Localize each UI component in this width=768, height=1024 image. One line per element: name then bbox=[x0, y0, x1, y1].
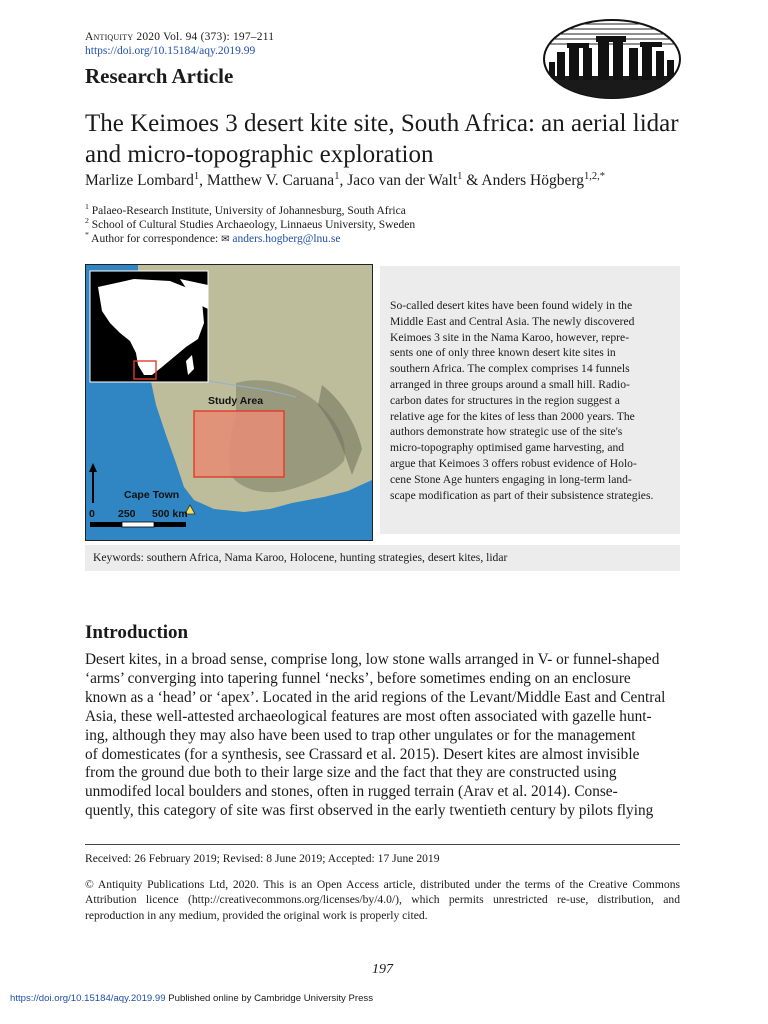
introduction-heading: Introduction bbox=[85, 622, 189, 643]
author-separator: , bbox=[339, 172, 348, 189]
affiliation-text: Palaeo-Research Institute, University of Johannesburg, South Africa bbox=[91, 205, 406, 217]
body-line: Asia, these well-attested archaeological features are most often associated with gazelle hunt- bbox=[85, 707, 652, 725]
journal-name: Antiquity bbox=[85, 31, 134, 43]
author-name: Jaco van der Walt bbox=[347, 172, 458, 189]
abstract-line: arranged in three groups around a small hill. Radio- bbox=[390, 377, 630, 391]
doi-link[interactable]: https://doi.org/10.15184/aqy.2019.99 bbox=[85, 45, 256, 57]
body-line: unmodifed local boulders and stones, often in rugged terrain (Arav et al. 2014). Conse- bbox=[85, 783, 618, 801]
author-separator: & bbox=[462, 172, 482, 189]
location-map bbox=[85, 264, 373, 541]
section-label: Research Article bbox=[85, 64, 234, 88]
abstract-line: southern Africa. The complex comprises 14 funnels bbox=[390, 362, 630, 376]
abstract-line: cene Stone Age hunters engaging in long-term land- bbox=[390, 472, 632, 486]
abstract-line: So-called desert kites have been found widely in the bbox=[390, 299, 633, 312]
abstract-line: sents one of only three known desert kite sites in bbox=[390, 346, 616, 360]
abstract-line: relative age for the kites of less than 2000 years. The bbox=[390, 409, 635, 423]
body-line: Desert kites, in a broad sense, comprise long, low stone walls arranged in V- or funnel-shaped bbox=[85, 651, 660, 668]
correspondence-label: Author for correspondence: bbox=[91, 233, 222, 245]
keywords-panel bbox=[85, 545, 680, 571]
affiliation-mark: 1 bbox=[85, 202, 89, 212]
copyright-notice: © Antiquity Publications Ltd, 2020. This is an Open Access article, distributed under the terms of the Creative Commons Attribution licence (http://creativecommons.org/licenses/by/4.0/), which permits unrestricted re-use, distribution, and reproduction in any medium, provided the original work is properly cited. bbox=[85, 878, 680, 922]
scale-label-250: 250 bbox=[118, 508, 136, 520]
abstract-line: argue that Keimoes 3 offers robust evidence of Holo- bbox=[390, 456, 637, 470]
author-affiliation-mark: 1 bbox=[193, 170, 200, 182]
abstract-line: carbon dates for structures in the region suggest a bbox=[390, 393, 620, 407]
body-line: quently, this category of site was first observed in the early twentieth century by pilots flying bbox=[85, 802, 654, 820]
abstract-text bbox=[390, 298, 670, 503]
abstract-panel bbox=[380, 266, 680, 534]
author-list bbox=[85, 172, 605, 190]
scale-label-0: 0 bbox=[89, 508, 95, 520]
study-area-label: Study Area bbox=[208, 395, 264, 407]
author-affiliation-mark: 1,2,* bbox=[583, 170, 606, 182]
author-affiliation-mark: 1 bbox=[334, 170, 340, 182]
footer bbox=[10, 993, 373, 1004]
abstract-line: authors demonstrate how strategic use of the site's bbox=[390, 425, 623, 439]
correspondence-mark: * bbox=[85, 230, 89, 240]
body-line: ‘arms’ converging into tapering funnel ‘necks’, before sometimes ending on an enclosure bbox=[85, 669, 631, 687]
stonehenge-logo-icon bbox=[543, 18, 681, 100]
abstract-line: Middle East and Central Asia. The newly discovered bbox=[390, 314, 635, 328]
affiliation-2 bbox=[85, 216, 416, 231]
keywords-text: Keywords: southern Africa, Nama Karoo, Holocene, hunting strategies, desert kites, lidar bbox=[93, 551, 508, 564]
footer-doi-link[interactable]: https://doi.org/10.15184/aqy.2019.99 bbox=[10, 993, 166, 1004]
author-name: Matthew V. Caruana bbox=[206, 172, 335, 189]
study-area-box bbox=[194, 411, 284, 477]
author-name: Marlize Lombard bbox=[85, 172, 194, 189]
author-separator: , bbox=[199, 172, 207, 189]
article-title: The Keimoes 3 desert kite site, South Africa: an aerial lidar and micro-topographic exploration bbox=[85, 110, 679, 168]
author-affiliation-mark: 1 bbox=[457, 170, 463, 182]
body-line: ing, although they may also have been used to trap other ungulates or for the management bbox=[85, 726, 636, 744]
city-label: Cape Town bbox=[124, 489, 180, 501]
journal-details: 2020 Vol. 94 (373): 197–211 bbox=[133, 31, 275, 43]
affiliation-mark: 2 bbox=[85, 216, 89, 226]
author-name: Anders Högberg bbox=[481, 172, 584, 189]
footer-published-text: Published online by Cambridge University Press bbox=[165, 993, 374, 1004]
correspondence bbox=[85, 230, 341, 245]
received-dates: Received: 26 February 2019; Revised: 8 June 2019; Accepted: 17 June 2019 bbox=[85, 852, 440, 865]
correspondence-email-link[interactable]: anders.hogberg@lnu.se bbox=[232, 233, 341, 245]
body-line: from the ground due both to their large size and the fact that they are constructed using bbox=[85, 764, 617, 782]
introduction-body bbox=[85, 651, 680, 821]
map-graphic bbox=[86, 265, 372, 540]
scale-label-500: 500 km bbox=[152, 508, 188, 520]
body-line: known as a ‘head’ or ‘apex’. Located in the arid regions of the Levant/Middle East and Central bbox=[85, 688, 666, 706]
journal-citation bbox=[85, 31, 274, 43]
abstract-line: micro-topography optimised game harvesting, and bbox=[390, 441, 625, 455]
affiliation-1 bbox=[85, 202, 406, 217]
affiliation-text: School of Cultural Studies Archaeology, Linnaeus University, Sweden bbox=[91, 219, 416, 231]
abstract-line: Keimoes 3 site in the Nama Karoo, however, repre- bbox=[390, 330, 630, 344]
abstract-line: scape modification as part of their subsistence strategies. bbox=[390, 488, 654, 502]
envelope-icon: ✉ bbox=[221, 234, 230, 245]
page-number: 197 bbox=[372, 962, 393, 977]
footnote-divider bbox=[85, 844, 680, 845]
body-line: of domesticates (for a synthesis, see Crassard et al. 2015). Desert kites are almost invisible bbox=[85, 745, 640, 763]
